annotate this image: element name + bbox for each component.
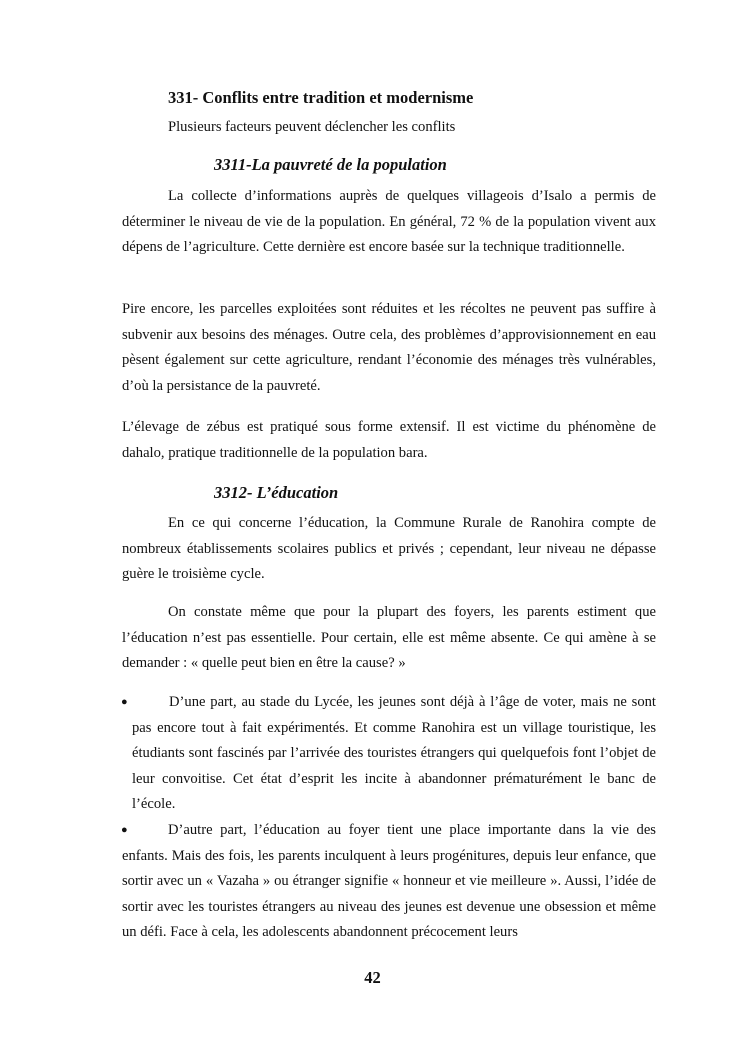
bullet-item-lycee: D’une part, au stade du Lycée, les jeunes sont déjà à l’âge de voter, mais ne sont pas encore tout à fait expérimentés. Et comme Ranohira est un village touristique, les étudiants sont fascinés par l’arrivée des touristes étrangers qui quelquefois font l’objet de leur convoitise. Cet état d’esprit les incite à abandonner prématurément le banc de l’école. <box>132 694 656 812</box>
paragraph-poverty-3: L’élevage de zébus est pratiqué sous forme extensif. Il est victime du phénomène de dahalo, pratique traditionnelle de la population bara. <box>122 419 656 461</box>
bullet-item-foyer: D’autre part, l’éducation au foyer tient une place importante dans la vie des enfants. Mais des fois, les parents inculquent à leurs progénitures, depuis leur enfance, que sortir avec un « Vazaha » ou étranger signifie « honneur et vie meilleure ». Aussi, l’idée de sortir avec les touristes étrangers au niveau des jeunes est devenue une obsession et même un défi. Face à cela, les adolescents abandonnent précocement leurs <box>122 822 656 940</box>
section-intro: Plusieurs facteurs peuvent déclencher les conflits <box>168 119 456 135</box>
paragraph-poverty-1: La collecte d’informations auprès de quelques villageois d’Isalo a permis de déterminer le niveau de vie de la population. En général, 72 % de la population vivent aux dépens de l’agriculture. Cette dernière est encore basée sur la technique traditionnelle. <box>122 188 656 255</box>
paragraph-poverty-2: Pire encore, les parcelles exploitées sont réduites et les récoltes ne peuvent pas suffire à subvenir aux besoins des ménages. Outre cela, des problèmes d’approvisionnement en eau pèsent également sur cette agriculture, rendant l’économie des ménages très vulnérables, d’où la persistance de la pauvreté. <box>122 301 656 394</box>
bullet-icon: ● <box>121 696 128 708</box>
bullet-icon: ● <box>121 824 128 836</box>
section-heading-331: 331- Conflits entre tradition et modernisme <box>168 88 474 107</box>
subsection-heading-3312: 3312- L’éducation <box>214 483 339 502</box>
paragraph-education-1: En ce qui concerne l’éducation, la Commune Rurale de Ranohira compte de nombreux établissements scolaires publics et privés ; cependant, leur niveau ne dépasse guère le troisième cycle. <box>122 515 656 582</box>
paragraph-education-2: On constate même que pour la plupart des foyers, les parents estiment que l’éducation n’est pas essentielle. Pour certain, elle est même absente. Ce qui amène à se demander : « quelle peut bien en être la cause? » <box>122 604 656 671</box>
page-number: 42 <box>364 968 381 987</box>
subsection-heading-3311: 3311-La pauvreté de la population <box>214 155 447 174</box>
